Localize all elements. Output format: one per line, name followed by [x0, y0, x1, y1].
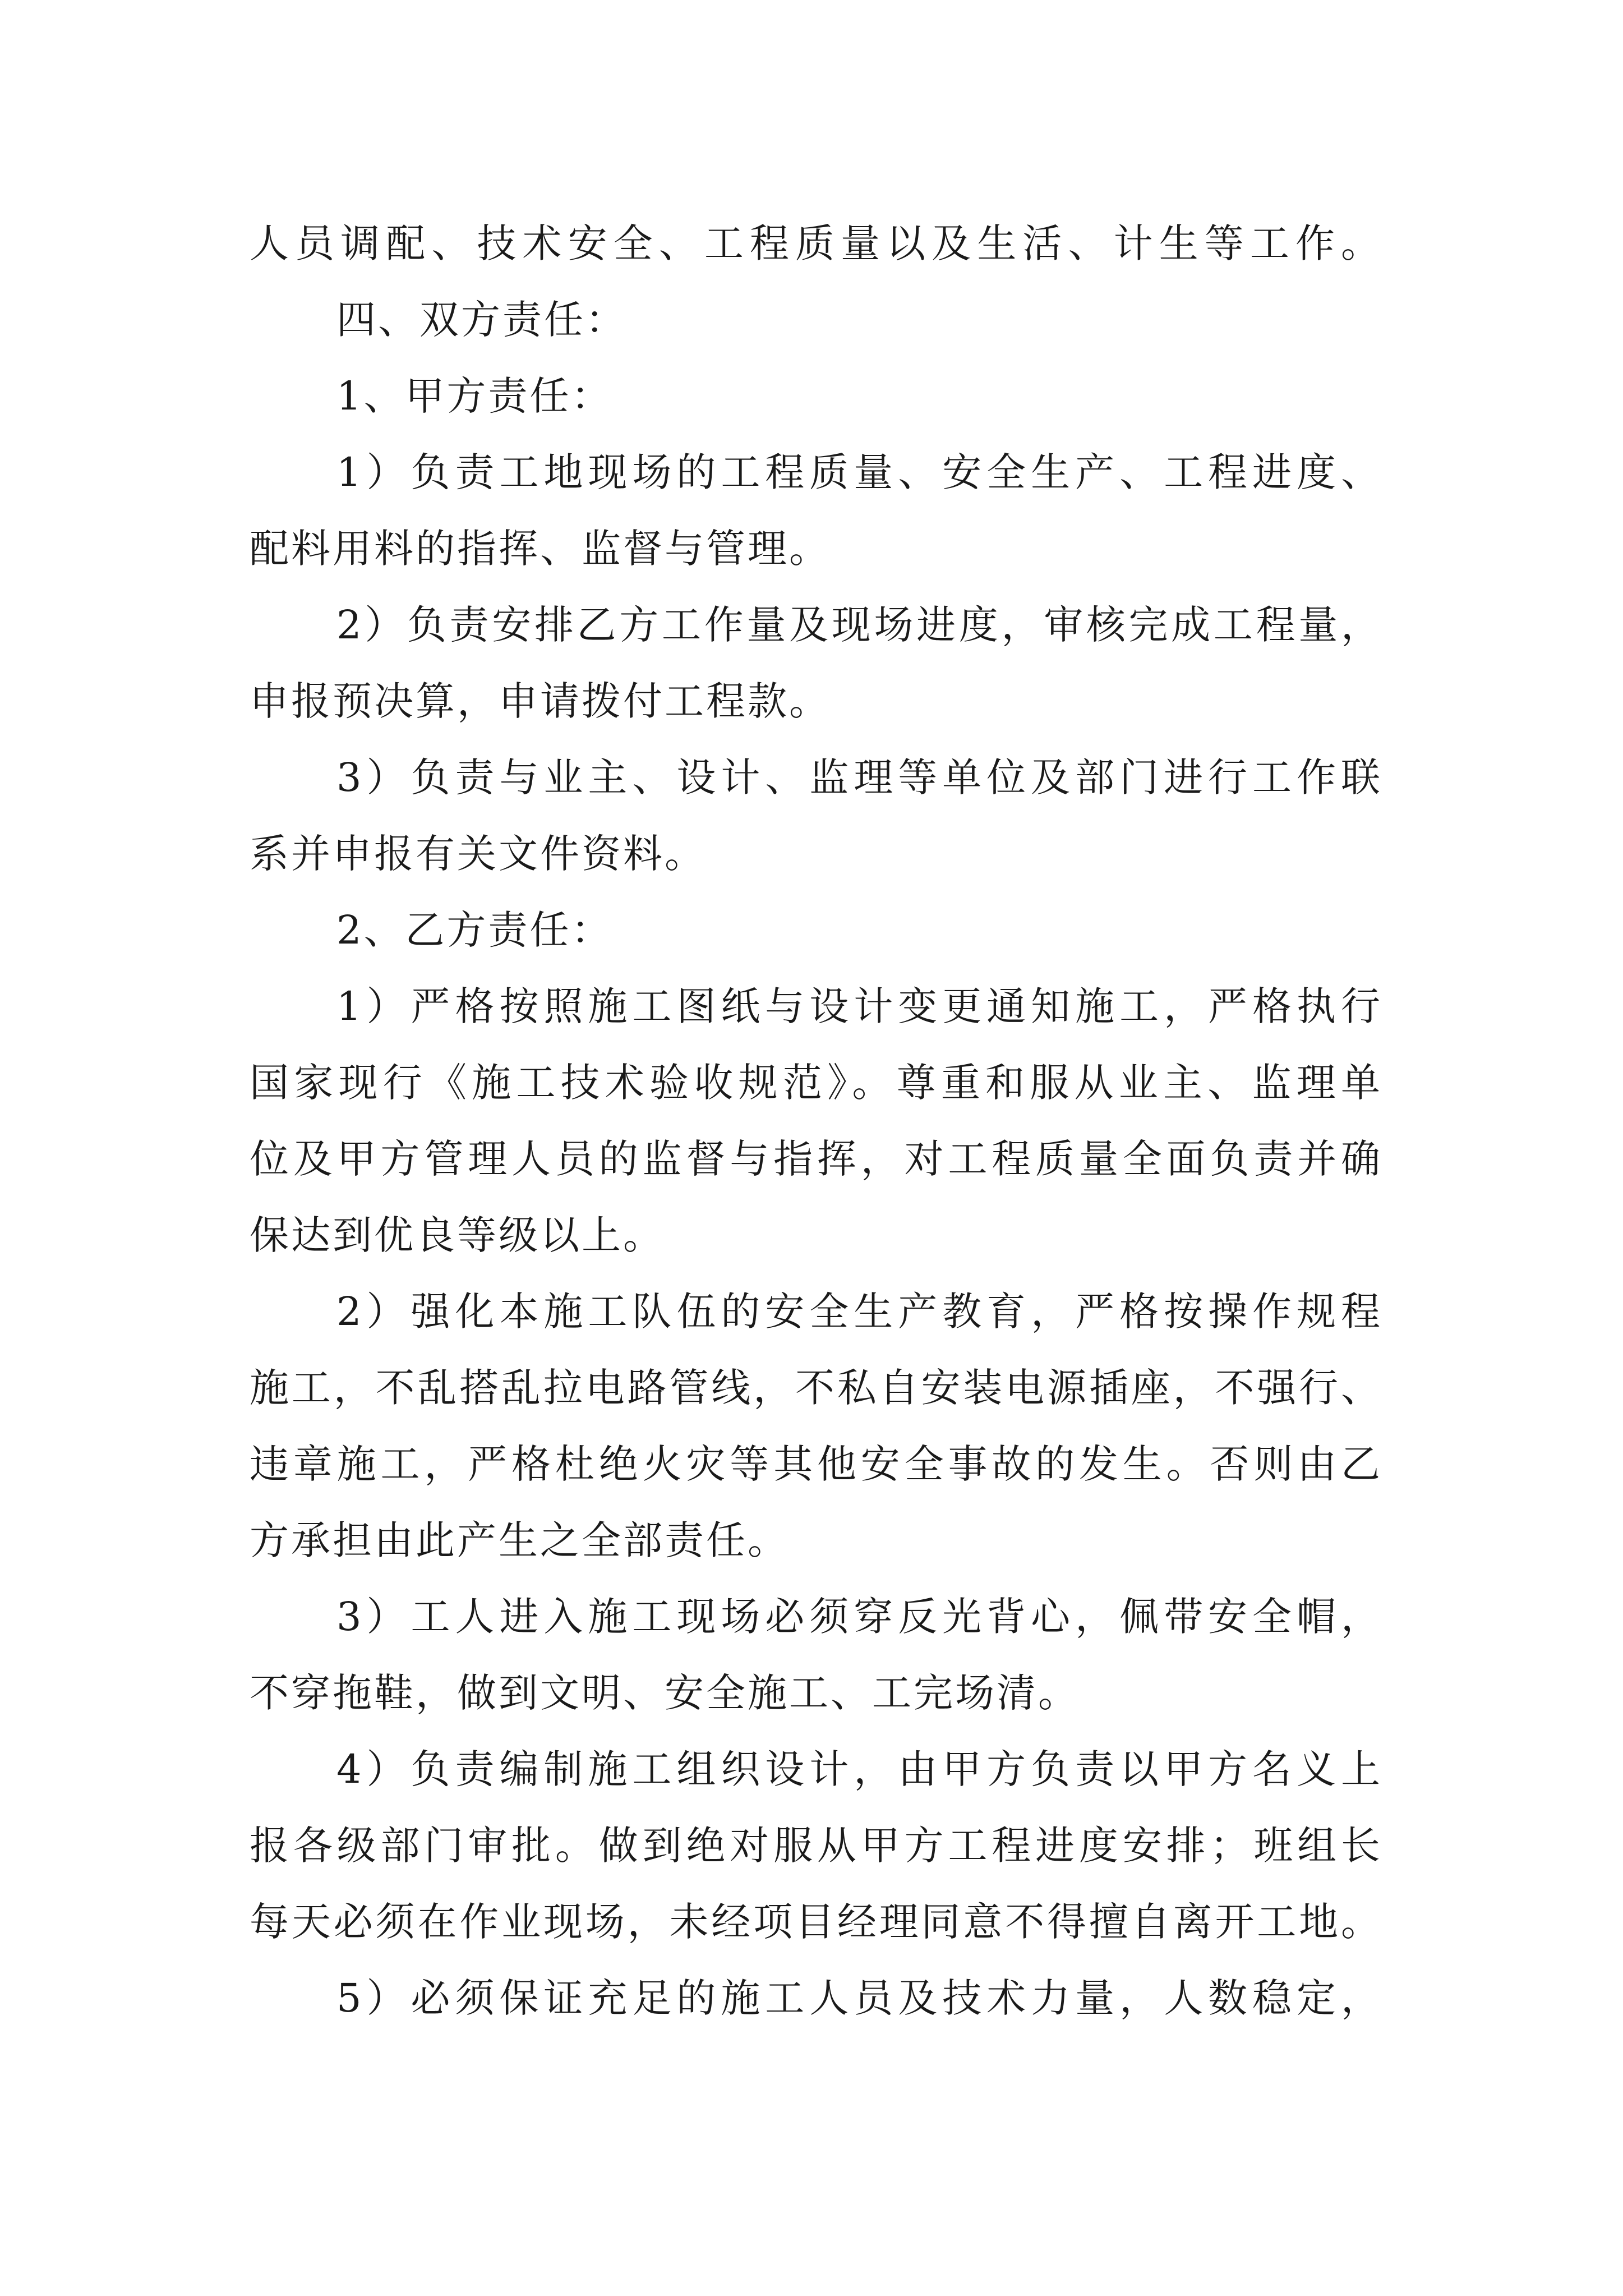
- text-line: 保达到优良等级以上。: [250, 1212, 665, 1258]
- subsection-heading: 2、乙方责任：: [336, 907, 613, 953]
- text-line: 2）强化本施工队伍的安全生产教育，严格按操作规程: [336, 1289, 1382, 1335]
- text-line: 3）负责与业主、设计、监理等单位及部门进行工作联: [336, 754, 1382, 800]
- text-line: 申报预决算，申请拨付工程款。: [250, 678, 831, 724]
- text-line: 国家现行《施工技术验收规范》。尊重和服从业主、监理单: [250, 1060, 1382, 1106]
- text-line: 5）必须保证充足的施工人员及技术力量，人数稳定，: [336, 1975, 1382, 2021]
- text-line: 3）工人进入施工现场必须穿反光背心，佩带安全帽，: [336, 1594, 1382, 1640]
- text-line: 报各级部门审批。做到绝对服从甲方工程进度安排；班组长: [250, 1823, 1382, 1869]
- text-line: 每天必须在作业现场，未经项目经理同意不得擅自离开工地。: [250, 1899, 1382, 1945]
- text-line: 2）负责安排乙方工作量及现场进度，审核完成工程量，: [336, 602, 1382, 648]
- subsection-heading: 1、甲方责任：: [336, 373, 613, 419]
- text-line: 4）负责编制施工组织设计，由甲方负责以甲方名义上: [336, 1746, 1382, 1792]
- text-line: 配料用料的指挥、监督与管理。: [250, 526, 831, 572]
- text-line: 方承担由此产生之全部责任。: [250, 1517, 789, 1563]
- text-line: 1）负责工地现场的工程质量、安全生产、工程进度、: [336, 449, 1382, 495]
- text-line: 人员调配、技术安全、工程质量以及生活、计生等工作。: [250, 220, 1382, 266]
- text-line: 位及甲方管理人员的监督与指挥，对工程质量全面负责并确: [250, 1136, 1382, 1182]
- text-line: 系并申报有关文件资料。: [250, 831, 706, 877]
- text-line: 施工，不乱搭乱拉电路管线，不私自安装电源插座，不强行、: [250, 1365, 1382, 1411]
- text-line: 违章施工，严格杜绝火灾等其他安全事故的发生。否则由乙: [250, 1441, 1382, 1487]
- text-line: 不穿拖鞋，做到文明、安全施工、工完场清。: [250, 1670, 1080, 1716]
- text-line: 1）严格按照施工图纸与设计变更通知施工，严格执行: [336, 983, 1382, 1029]
- section-heading: 四、双方责任：: [336, 297, 627, 343]
